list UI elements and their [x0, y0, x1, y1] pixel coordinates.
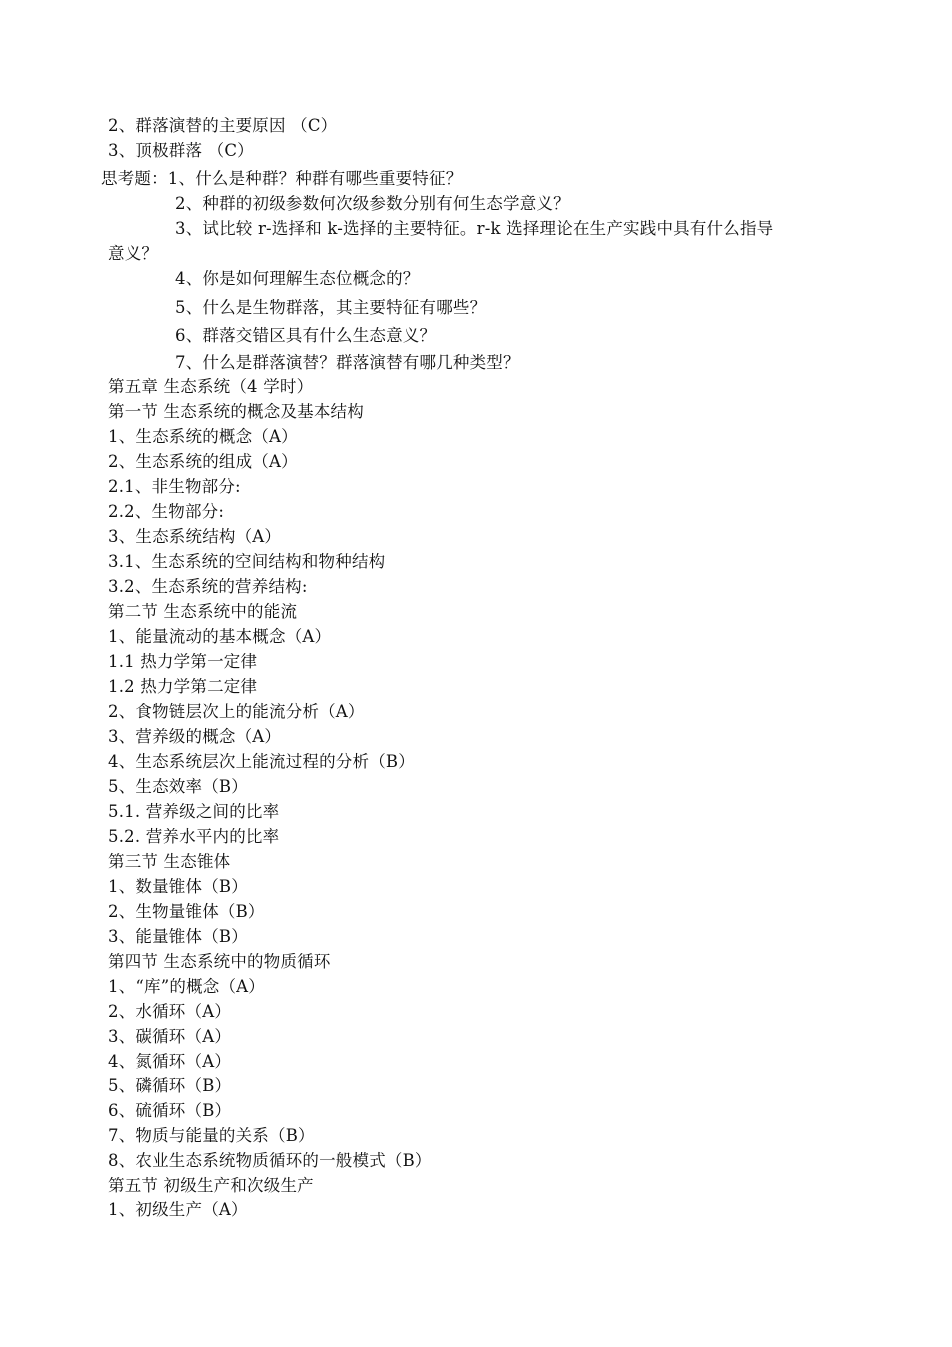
text-line: 3、能量锥体（B） — [108, 927, 248, 946]
text-line: 1、能量流动的基本概念（A） — [108, 627, 332, 646]
text-line: 5.1. 营养级之间的比率 — [108, 802, 280, 821]
section-heading: 第二节 生态系统中的能流 — [108, 602, 298, 621]
section-heading: 第五节 初级生产和次级生产 — [108, 1176, 314, 1195]
question-line: 5、什么是生物群落，其主要特征有哪些？ — [175, 298, 487, 317]
text-line: 5.2. 营养水平内的比率 — [108, 827, 280, 846]
question-line: 3、试比较 r-选择和 k-选择的主要特征。r-k 选择理论在生产实践中具有什么指导 — [175, 219, 774, 238]
section-heading: 第一节 生态系统的概念及基本结构 — [108, 402, 364, 421]
text-line: 5、磷循环（B） — [108, 1076, 232, 1095]
text-line: 3、营养级的概念（A） — [108, 727, 282, 746]
text-line: 3、碳循环（A） — [108, 1027, 232, 1046]
text-line: 5、生态效率（B） — [108, 777, 248, 796]
text-line: 1、初级生产（A） — [108, 1200, 248, 1219]
text-line: 4、氮循环（A） — [108, 1052, 232, 1071]
text-line: 7、物质与能量的关系（B） — [108, 1126, 315, 1145]
text-line: 2.1、非生物部分: — [108, 477, 241, 496]
text-line: 8、农业生态系统物质循环的一般模式（B） — [108, 1151, 432, 1170]
question-line: 6、群落交错区具有什么生态意义？ — [175, 326, 437, 345]
chapter-heading: 第五章 生态系统（4 学时） — [108, 377, 314, 396]
question-line: 7、什么是群落演替？群落演替有哪几种类型？ — [175, 353, 520, 372]
text-line: 1.2 热力学第二定律 — [108, 677, 258, 696]
text-line: 2、生态系统的组成（A） — [108, 452, 298, 471]
text-line: 4、生态系统层次上能流过程的分析（B） — [108, 752, 415, 771]
text-line: 3.2、生态系统的营养结构: — [108, 577, 308, 596]
question-heading-line: 思考题：1、什么是种群？种群有哪些重要特征？ — [101, 169, 463, 188]
question-continuation-line: 意义？ — [108, 244, 159, 263]
text-line: 2.2、生物部分: — [108, 502, 225, 521]
text-line: 2、生物量锥体（B） — [108, 902, 265, 921]
text-line: 3、生态系统结构（A） — [108, 527, 282, 546]
text-line: 1、“库”的概念（A） — [108, 977, 265, 996]
text-line: 2、水循环（A） — [108, 1002, 232, 1021]
text-line: 6、硫循环（B） — [108, 1101, 232, 1120]
question-line: 2、种群的初级参数何次级参数分别有何生态学意义？ — [175, 194, 570, 213]
text-line: 3.1、生态系统的空间结构和物种结构 — [108, 552, 386, 571]
text-line: 3、顶极群落 （C） — [108, 141, 254, 160]
text-line: 1、数量锥体（B） — [108, 877, 248, 896]
text-line: 2、食物链层次上的能流分析（A） — [108, 702, 365, 721]
section-heading: 第四节 生态系统中的物质循环 — [108, 952, 331, 971]
text-line: 1.1 热力学第一定律 — [108, 652, 258, 671]
text-line: 1、生态系统的概念（A） — [108, 427, 298, 446]
section-heading: 第三节 生态锥体 — [108, 852, 231, 871]
text-line: 2、群落演替的主要原因 （C） — [108, 116, 338, 135]
question-line: 4、你是如何理解生态位概念的？ — [175, 269, 420, 288]
